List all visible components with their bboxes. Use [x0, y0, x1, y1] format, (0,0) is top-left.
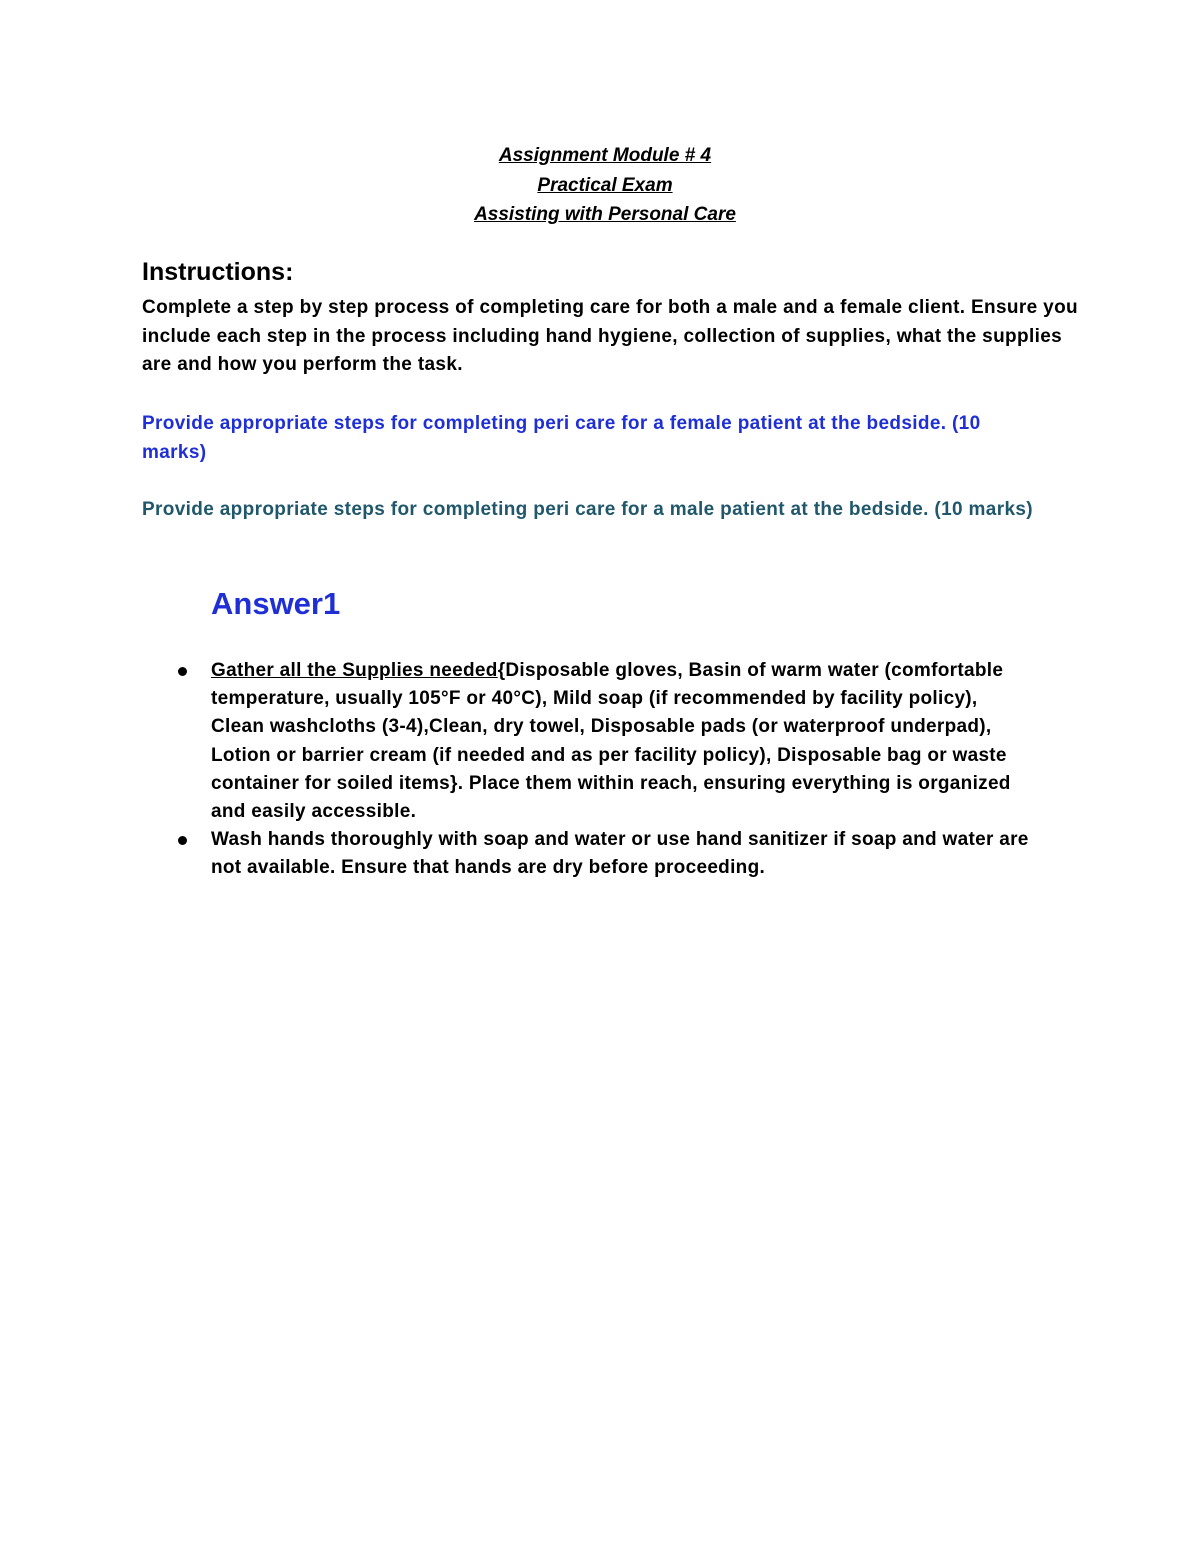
exam-title: Practical Exam [537, 174, 673, 196]
list-item [211, 826, 1031, 882]
bullet-icon [178, 836, 187, 845]
list-item-text: {Disposable gloves, Basin of warm water (comfortable temperature, usually 105°F or 40°C), Mild soap (if recommended by facility policy), Clean washcloths (3-4),Clean, dry towel, Disposable pads (or waterproof underpad), Lotion or barrier cream (if needed and as per facility policy), Disposable bag or waste container for soiled items}. Place them within reach, ensuring everything is organized and easily accessible. [211, 660, 1011, 823]
question-male: Provide appropriate steps for completing peri care for a male patient at the bedside. (10 marks) [142, 499, 1033, 520]
answer-heading: Answer1 [211, 586, 341, 621]
topic-title: Assisting with Personal Care [474, 204, 736, 225]
list-item-lead: Gather all the Supplies needed [211, 660, 498, 681]
question-female: Provide appropriate steps for completing peri care for a female patient at the bedside. (10 marks) [142, 413, 981, 463]
answer-list [211, 657, 1031, 883]
instructions-body: Complete a step by step process of completing care for both a male and a female client. Ensure you include each step in the process including hand hygiene, collection of supplies, what the supplies are and how you perform the task. [142, 297, 1078, 375]
title-block [0, 141, 1200, 230]
list-item [211, 657, 1031, 826]
assignment-title: Assignment Module # 4 [498, 145, 712, 166]
list-item-text: Wash hands thoroughly with soap and water or use hand sanitizer if soap and water are not available. Ensure that hands are dry before proceeding. [211, 829, 1029, 879]
bullet-icon [178, 667, 187, 676]
instructions-heading: Instructions: [142, 258, 294, 286]
